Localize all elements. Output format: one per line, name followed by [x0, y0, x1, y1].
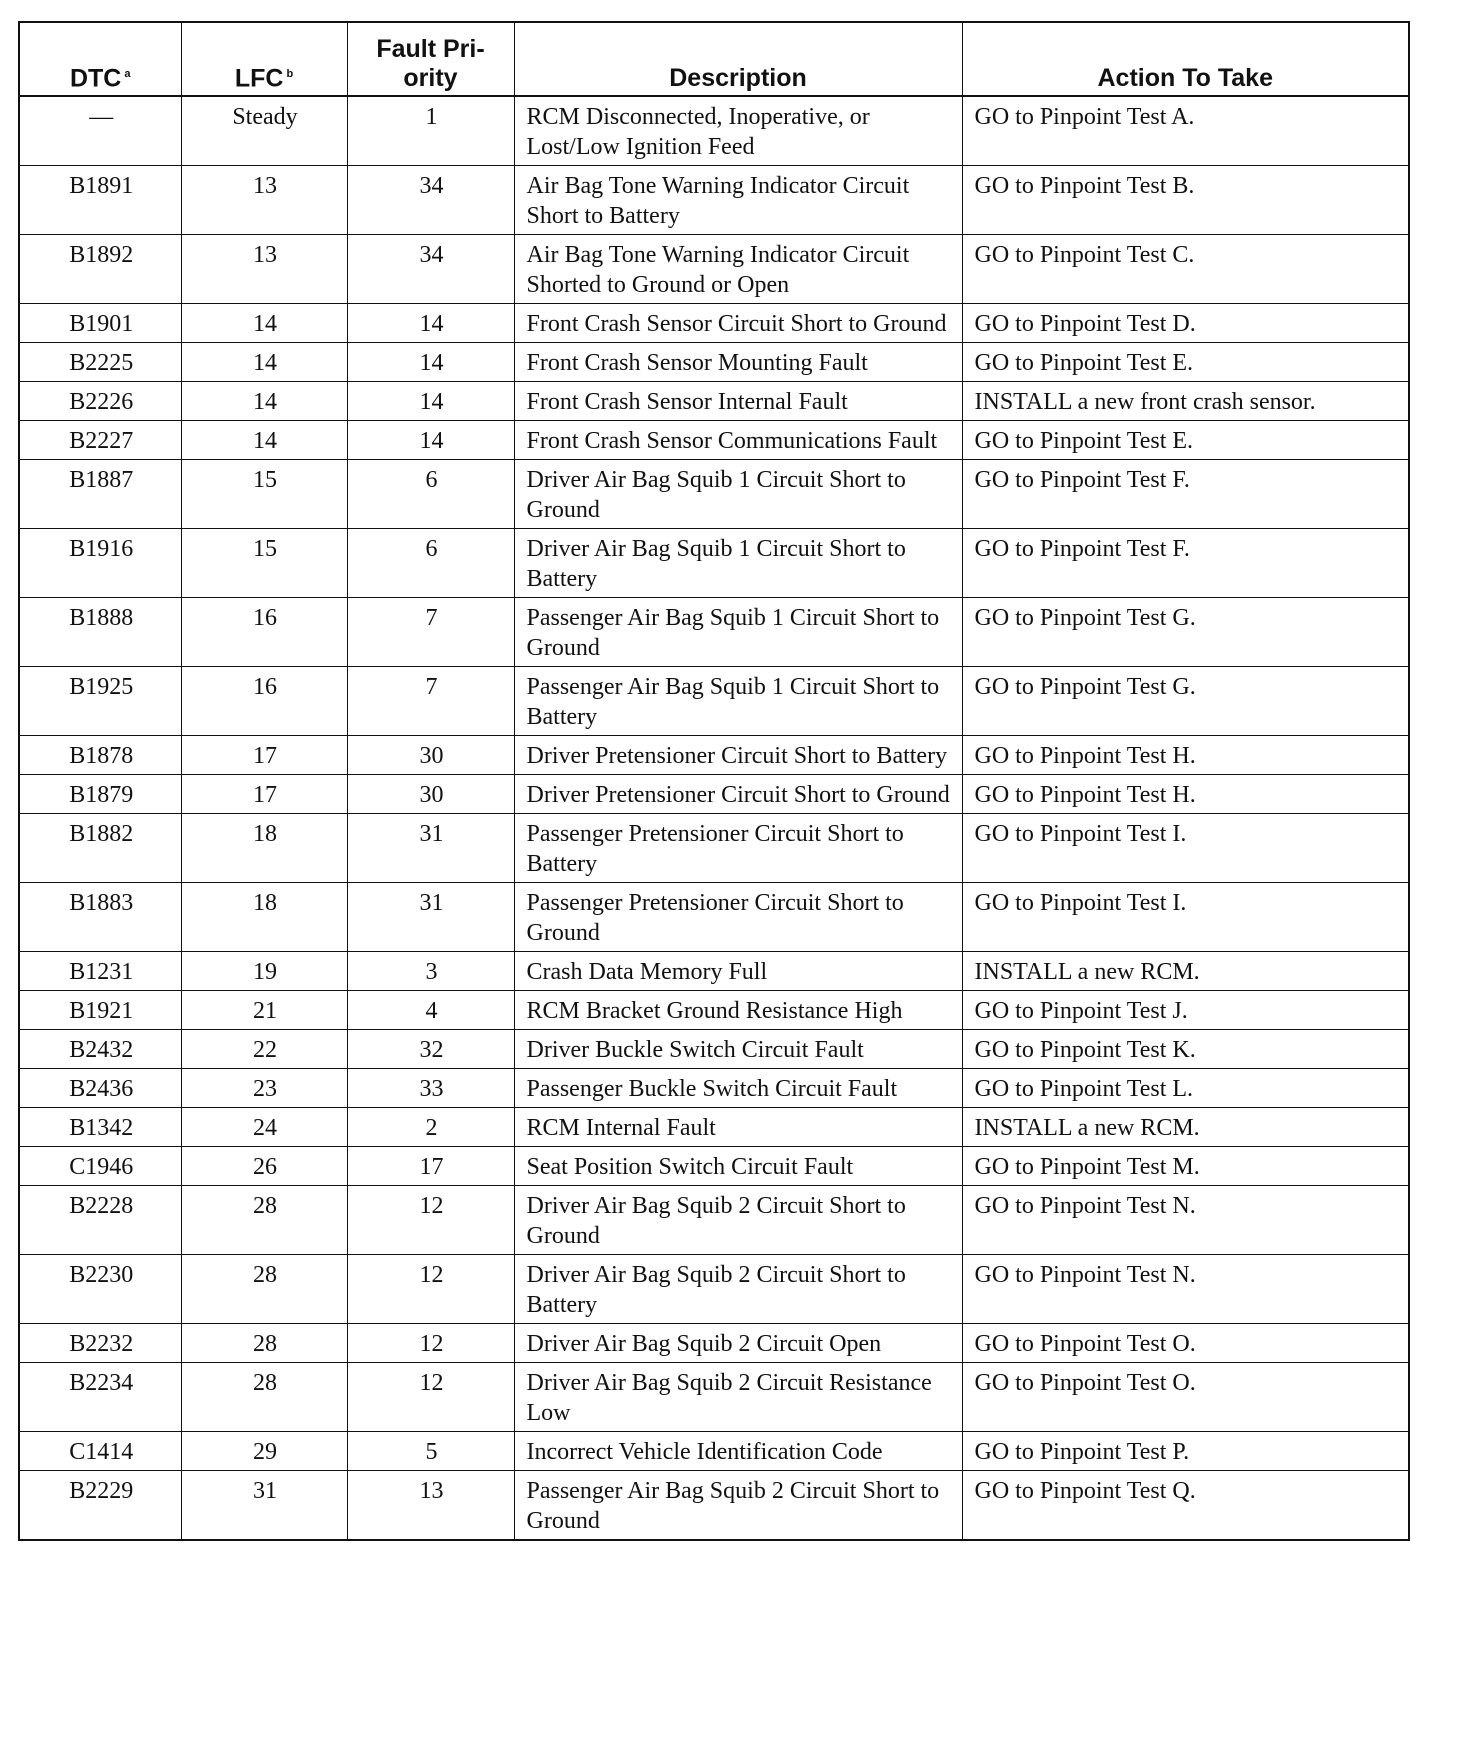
- cell-dtc: C1414: [19, 1432, 181, 1471]
- cell-description: Driver Air Bag Squib 1 Circuit Short to Battery: [514, 529, 962, 598]
- cell-lfc: 15: [181, 460, 347, 529]
- table-row: [19, 1147, 1409, 1186]
- cell-description: Driver Buckle Switch Circuit Fault: [514, 1030, 962, 1069]
- header-row: [19, 22, 1409, 96]
- cell-description: Passenger Air Bag Squib 2 Circuit Short to Ground: [514, 1471, 962, 1541]
- cell-description: Air Bag Tone Warning Indicator Circuit Shorted to Ground or Open: [514, 235, 962, 304]
- table-row: [19, 1255, 1409, 1324]
- table-row: [19, 343, 1409, 382]
- header-lfc-footnote: b: [286, 67, 294, 80]
- cell-description: Driver Pretensioner Circuit Short to Battery: [514, 736, 962, 775]
- cell-dtc: B1921: [19, 991, 181, 1030]
- cell-dtc: B2234: [19, 1363, 181, 1432]
- table-row: [19, 736, 1409, 775]
- table-row: [19, 883, 1409, 952]
- cell-fault-priority: 14: [347, 304, 514, 343]
- cell-lfc: 16: [181, 667, 347, 736]
- cell-action: GO to Pinpoint Test O.: [962, 1363, 1409, 1432]
- table-row: [19, 1108, 1409, 1147]
- dtc-table: [18, 21, 1410, 1541]
- table-row: [19, 96, 1409, 166]
- cell-dtc: B1879: [19, 775, 181, 814]
- cell-action: GO to Pinpoint Test G.: [962, 598, 1409, 667]
- cell-lfc: 28: [181, 1255, 347, 1324]
- cell-action: GO to Pinpoint Test M.: [962, 1147, 1409, 1186]
- cell-lfc: 14: [181, 421, 347, 460]
- cell-dtc: B1891: [19, 166, 181, 235]
- cell-dtc: B1916: [19, 529, 181, 598]
- cell-action: GO to Pinpoint Test H.: [962, 736, 1409, 775]
- cell-fault-priority: 12: [347, 1324, 514, 1363]
- cell-lfc: 16: [181, 598, 347, 667]
- cell-action: GO to Pinpoint Test N.: [962, 1186, 1409, 1255]
- table-row: [19, 814, 1409, 883]
- cell-description: Passenger Pretensioner Circuit Short to Battery: [514, 814, 962, 883]
- cell-lfc: 29: [181, 1432, 347, 1471]
- cell-description: Passenger Air Bag Squib 1 Circuit Short to Battery: [514, 667, 962, 736]
- header-fault-priority: Fault Pri- ority: [347, 22, 514, 96]
- table-row: [19, 775, 1409, 814]
- cell-fault-priority: 12: [347, 1186, 514, 1255]
- cell-dtc: B2230: [19, 1255, 181, 1324]
- cell-dtc: B2432: [19, 1030, 181, 1069]
- cell-fault-priority: 12: [347, 1255, 514, 1324]
- cell-description: Front Crash Sensor Mounting Fault: [514, 343, 962, 382]
- cell-fault-priority: 31: [347, 883, 514, 952]
- table-row: [19, 1069, 1409, 1108]
- table-row: [19, 166, 1409, 235]
- cell-fault-priority: 4: [347, 991, 514, 1030]
- cell-description: Incorrect Vehicle Identification Code: [514, 1432, 962, 1471]
- cell-lfc: 18: [181, 883, 347, 952]
- cell-fault-priority: 12: [347, 1363, 514, 1432]
- cell-action: GO to Pinpoint Test F.: [962, 529, 1409, 598]
- cell-description: Air Bag Tone Warning Indicator Circuit Short to Battery: [514, 166, 962, 235]
- cell-dtc: B1882: [19, 814, 181, 883]
- cell-fault-priority: 1: [347, 96, 514, 166]
- cell-lfc: 21: [181, 991, 347, 1030]
- cell-lfc: 28: [181, 1186, 347, 1255]
- cell-action: GO to Pinpoint Test H.: [962, 775, 1409, 814]
- cell-dtc: B2228: [19, 1186, 181, 1255]
- cell-action: GO to Pinpoint Test Q.: [962, 1471, 1409, 1541]
- cell-dtc: B1892: [19, 235, 181, 304]
- cell-description: Driver Air Bag Squib 2 Circuit Short to Ground: [514, 1186, 962, 1255]
- cell-action: GO to Pinpoint Test F.: [962, 460, 1409, 529]
- cell-fault-priority: 33: [347, 1069, 514, 1108]
- table-row: [19, 991, 1409, 1030]
- cell-dtc: B1887: [19, 460, 181, 529]
- cell-dtc: B1883: [19, 883, 181, 952]
- cell-dtc: B2436: [19, 1069, 181, 1108]
- cell-fault-priority: 34: [347, 235, 514, 304]
- header-dtc-footnote: a: [124, 67, 131, 80]
- cell-dtc: B2229: [19, 1471, 181, 1541]
- cell-action: INSTALL a new RCM.: [962, 1108, 1409, 1147]
- cell-description: Passenger Pretensioner Circuit Short to Ground: [514, 883, 962, 952]
- cell-dtc: B1342: [19, 1108, 181, 1147]
- cell-action: GO to Pinpoint Test B.: [962, 166, 1409, 235]
- cell-action: GO to Pinpoint Test O.: [962, 1324, 1409, 1363]
- cell-description: Passenger Buckle Switch Circuit Fault: [514, 1069, 962, 1108]
- cell-description: RCM Bracket Ground Resistance High: [514, 991, 962, 1030]
- cell-action: GO to Pinpoint Test I.: [962, 883, 1409, 952]
- cell-fault-priority: 2: [347, 1108, 514, 1147]
- cell-action: GO to Pinpoint Test C.: [962, 235, 1409, 304]
- table-row: [19, 1030, 1409, 1069]
- cell-description: Front Crash Sensor Circuit Short to Ground: [514, 304, 962, 343]
- cell-dtc: C1946: [19, 1147, 181, 1186]
- cell-dtc: B1888: [19, 598, 181, 667]
- cell-lfc: 31: [181, 1471, 347, 1541]
- cell-dtc: B1925: [19, 667, 181, 736]
- cell-lfc: 17: [181, 736, 347, 775]
- cell-description: Driver Pretensioner Circuit Short to Ground: [514, 775, 962, 814]
- cell-lfc: 23: [181, 1069, 347, 1108]
- cell-dtc: B2226: [19, 382, 181, 421]
- cell-lfc: 13: [181, 166, 347, 235]
- cell-fault-priority: 34: [347, 166, 514, 235]
- cell-fault-priority: 7: [347, 667, 514, 736]
- header-lfc-label: LFC: [234, 64, 284, 92]
- table-row: [19, 235, 1409, 304]
- cell-action: GO to Pinpoint Test I.: [962, 814, 1409, 883]
- cell-fault-priority: 7: [347, 598, 514, 667]
- cell-fault-priority: 5: [347, 1432, 514, 1471]
- cell-description: Driver Air Bag Squib 2 Circuit Resistance Low: [514, 1363, 962, 1432]
- cell-dtc: B2232: [19, 1324, 181, 1363]
- cell-description: Front Crash Sensor Internal Fault: [514, 382, 962, 421]
- table-row: [19, 1363, 1409, 1432]
- cell-action: GO to Pinpoint Test G.: [962, 667, 1409, 736]
- cell-description: Passenger Air Bag Squib 1 Circuit Short to Ground: [514, 598, 962, 667]
- cell-fault-priority: 17: [347, 1147, 514, 1186]
- cell-action: GO to Pinpoint Test A.: [962, 96, 1409, 166]
- cell-fault-priority: 3: [347, 952, 514, 991]
- table-row: [19, 667, 1409, 736]
- cell-lfc: 28: [181, 1363, 347, 1432]
- header-description: Description: [514, 22, 962, 96]
- table-row: [19, 1432, 1409, 1471]
- cell-dtc: B2227: [19, 421, 181, 460]
- table-row: [19, 952, 1409, 991]
- table-header: [19, 22, 1409, 96]
- cell-fault-priority: 14: [347, 382, 514, 421]
- cell-fault-priority: 14: [347, 421, 514, 460]
- cell-action: INSTALL a new front crash sensor.: [962, 382, 1409, 421]
- cell-lfc: 14: [181, 343, 347, 382]
- cell-description: RCM Internal Fault: [514, 1108, 962, 1147]
- cell-dtc: B1878: [19, 736, 181, 775]
- table-row: [19, 382, 1409, 421]
- cell-fault-priority: 30: [347, 736, 514, 775]
- cell-action: GO to Pinpoint Test E.: [962, 421, 1409, 460]
- cell-action: GO to Pinpoint Test D.: [962, 304, 1409, 343]
- header-dtc-label: DTC: [69, 64, 122, 92]
- cell-description: Driver Air Bag Squib 2 Circuit Open: [514, 1324, 962, 1363]
- cell-description: RCM Disconnected, Inoperative, or Lost/Low Ignition Feed: [514, 96, 962, 166]
- cell-fault-priority: 6: [347, 529, 514, 598]
- cell-dtc: B1231: [19, 952, 181, 991]
- cell-lfc: 14: [181, 382, 347, 421]
- cell-fault-priority: 31: [347, 814, 514, 883]
- cell-action: GO to Pinpoint Test P.: [962, 1432, 1409, 1471]
- cell-fault-priority: 6: [347, 460, 514, 529]
- table-row: [19, 304, 1409, 343]
- cell-lfc: 15: [181, 529, 347, 598]
- cell-fault-priority: 14: [347, 343, 514, 382]
- table-row: [19, 1471, 1409, 1541]
- table-row: [19, 598, 1409, 667]
- cell-action: GO to Pinpoint Test J.: [962, 991, 1409, 1030]
- cell-dtc: B1901: [19, 304, 181, 343]
- cell-dtc: —: [19, 96, 181, 166]
- cell-lfc: 19: [181, 952, 347, 991]
- cell-lfc: Steady: [181, 96, 347, 166]
- header-action: Action To Take: [962, 22, 1409, 96]
- cell-lfc: 18: [181, 814, 347, 883]
- cell-action: INSTALL a new RCM.: [962, 952, 1409, 991]
- table-row: [19, 460, 1409, 529]
- cell-lfc: 28: [181, 1324, 347, 1363]
- table-row: [19, 1324, 1409, 1363]
- table-row: [19, 529, 1409, 598]
- cell-fault-priority: 13: [347, 1471, 514, 1541]
- cell-lfc: 24: [181, 1108, 347, 1147]
- cell-action: GO to Pinpoint Test L.: [962, 1069, 1409, 1108]
- cell-action: GO to Pinpoint Test K.: [962, 1030, 1409, 1069]
- header-dtc: [19, 22, 181, 96]
- cell-fault-priority: 32: [347, 1030, 514, 1069]
- cell-dtc: B2225: [19, 343, 181, 382]
- cell-lfc: 13: [181, 235, 347, 304]
- table-row: [19, 421, 1409, 460]
- cell-description: Driver Air Bag Squib 1 Circuit Short to Ground: [514, 460, 962, 529]
- cell-description: Front Crash Sensor Communications Fault: [514, 421, 962, 460]
- cell-fault-priority: 30: [347, 775, 514, 814]
- cell-lfc: 17: [181, 775, 347, 814]
- dtc-table-page: [18, 21, 1408, 1541]
- cell-action: GO to Pinpoint Test N.: [962, 1255, 1409, 1324]
- cell-description: Driver Air Bag Squib 2 Circuit Short to Battery: [514, 1255, 962, 1324]
- table-body: [19, 96, 1409, 1540]
- table-row: [19, 1186, 1409, 1255]
- header-lfc: [181, 22, 347, 96]
- cell-lfc: 22: [181, 1030, 347, 1069]
- cell-lfc: 26: [181, 1147, 347, 1186]
- cell-description: Seat Position Switch Circuit Fault: [514, 1147, 962, 1186]
- cell-action: GO to Pinpoint Test E.: [962, 343, 1409, 382]
- cell-lfc: 14: [181, 304, 347, 343]
- cell-description: Crash Data Memory Full: [514, 952, 962, 991]
